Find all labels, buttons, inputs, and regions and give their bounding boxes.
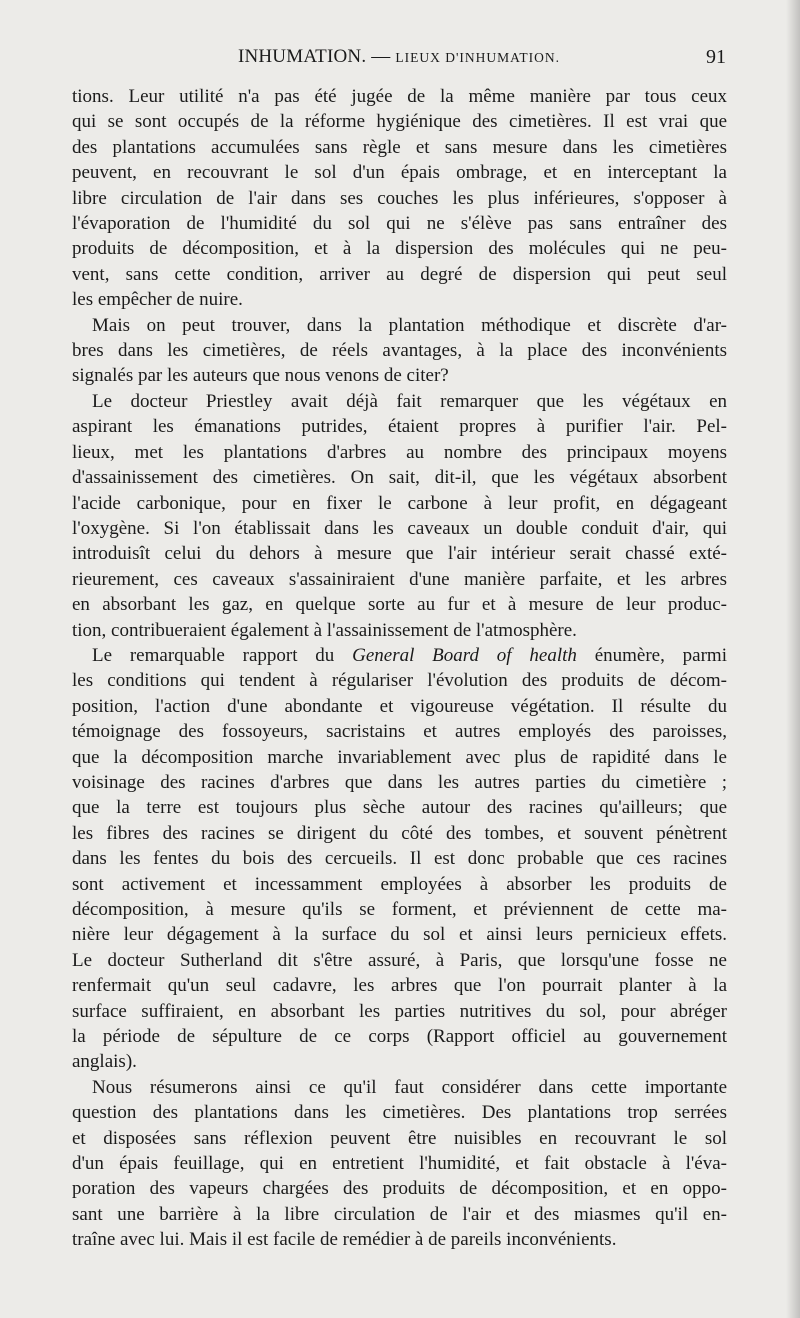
text-line: l'oxygène. Si l'on établissait dans les caveaux un double conduit d'air, qui xyxy=(72,517,727,539)
text-line: les empêcher de nuire. xyxy=(72,289,243,311)
text-line: Nous résumerons ainsi ce qu'il faut considérer dans cette importante xyxy=(92,1076,727,1098)
text-line: signalés par les auteurs que nous venons de citer? xyxy=(72,365,449,387)
text-line: et disposées sans réflexion peuvent être nuisibles en recouvrant le sol xyxy=(72,1127,727,1149)
paragraph xyxy=(72,1075,727,1253)
text-line: Mais on peut trouver, dans la plantation méthodique et discrète d'ar- xyxy=(92,314,727,336)
text-line: libre circulation de l'air dans ses couches les plus inférieures, s'opposer à xyxy=(72,187,727,209)
text-line: qui se sont occupés de la réforme hygiénique des cimetières. Il est vrai que xyxy=(72,111,727,133)
page-edge-shadow xyxy=(786,0,800,1318)
text-line: que la terre est toujours plus sèche autour des racines qu'ailleurs; que xyxy=(72,797,727,819)
text-line: bres dans les cimetières, de réels avantages, à la place des inconvénients xyxy=(72,340,727,362)
text-line: l'évaporation de l'humidité du sol qui ne s'élève pas sans entraîner des xyxy=(72,213,727,235)
paragraph xyxy=(72,643,727,1075)
text-line: tion, contribueraient également à l'assainissement de l'atmosphère. xyxy=(72,619,577,641)
text-line: position, l'action d'une abondante et vigoureuse végétation. Il résulte du xyxy=(72,695,727,717)
page-number: 91 xyxy=(706,46,726,68)
text-line: les fibres des racines se dirigent du côté des tombes, et souvent pénètrent xyxy=(72,822,727,844)
running-header xyxy=(72,46,726,76)
running-title-main: INHUMATION. xyxy=(237,46,367,67)
running-title-dash: — xyxy=(371,46,391,67)
text-line: renfermait qu'un seul cadavre, les arbres que l'on pourrait planter à la xyxy=(72,975,727,997)
text-line: vent, sans cette condition, arriver au degré de dispersion qui peut seul xyxy=(72,263,727,285)
text-line: la période de sépulture de ce corps (Rapport officiel au gouvernement xyxy=(72,1026,727,1048)
text-line: nière leur dégagement à la surface du sol et ainsi leurs pernicieux effets. xyxy=(72,924,727,946)
text-line: dans les fentes du bois des cercueils. Il est donc probable que ces racines xyxy=(72,848,727,870)
text-line: introduisît celui du dehors à mesure que l'air intérieur serait chassé exté- xyxy=(72,543,727,565)
text-line: anglais). xyxy=(72,1051,137,1073)
text-line: les conditions qui tendent à régulariser l'évolution des produits de décom- xyxy=(72,670,727,692)
text-line: d'assainissement des cimetières. On sait, dit-il, que les végétaux absorbent xyxy=(72,467,727,489)
text-line: Le docteur Sutherland dit s'être assuré, à Paris, que lorsqu'une fosse ne xyxy=(72,949,727,971)
text-line: des plantations accumulées sans règle et sans mesure dans les cimetières xyxy=(72,136,727,158)
text-line: Le docteur Priestley avait déjà fait remarquer que les végétaux en xyxy=(92,390,727,412)
paragraph xyxy=(72,313,727,389)
text-line: traîne avec lui. Mais il est facile de remédier à de pareils inconvénients. xyxy=(72,1229,617,1251)
text-line: peuvent, en recouvrant le sol d'un épais ombrage, et en interceptant la xyxy=(72,162,727,184)
paragraph xyxy=(72,84,727,313)
text-line: Le remarquable rapport du General Board of health énumère, parmi xyxy=(92,644,727,666)
running-title-sub: LIEUX D'INHUMATION. xyxy=(395,50,561,65)
text-line: voisinage des racines d'arbres que dans les autres parties du cimetière ; xyxy=(72,771,727,793)
text-line: lieux, met les plantations d'arbres au nombre des principaux moyens xyxy=(72,441,727,463)
text-line: sant une barrière à la libre circulation de l'air et des miasmes qu'il en- xyxy=(72,1203,727,1225)
text-line: d'un épais feuillage, qui en entretient l'humidité, et fait obstacle à l'éva- xyxy=(72,1153,727,1175)
text-line: poration des vapeurs chargées des produits de décomposition, et en oppo- xyxy=(72,1178,727,1200)
text-line: question des plantations dans les cimetières. Des plantations trop serrées xyxy=(72,1102,727,1124)
text-line: décomposition, à mesure qu'ils se forment, et préviennent de cette ma- xyxy=(72,899,727,920)
text-line: témoignage des fossoyeurs, sacristains et autres employés des paroisses, xyxy=(72,721,727,743)
text-line: rieurement, ces caveaux s'assainiraient d'une manière parfaite, et les arbres xyxy=(72,568,727,590)
text-line: en absorbant les gaz, en quelque sorte au fur et à mesure de leur produc- xyxy=(72,594,727,616)
text-line: l'acide carbonique, pour en fixer le carbone à leur profit, en dégageant xyxy=(72,492,727,514)
text-line: tions. Leur utilité n'a pas été jugée de la même manière par tous ceux xyxy=(72,86,727,107)
body-text xyxy=(72,84,727,1253)
running-title xyxy=(72,46,726,68)
text-line: aspirant les émanations putrides, étaient propres à purifier l'air. Pel- xyxy=(72,416,727,438)
text-line: que la décomposition marche invariablement avec plus de rapidité dans le xyxy=(72,746,727,768)
paragraph xyxy=(72,389,727,643)
text-line: surface suffiraient, en absorbant les parties nutritives du sol, pour abréger xyxy=(72,1000,727,1022)
text-line: sont activement et incessamment employées à absorber les produits de xyxy=(72,873,727,895)
text-line: produits de décomposition, et à la dispersion des molécules qui ne peu- xyxy=(72,238,727,260)
